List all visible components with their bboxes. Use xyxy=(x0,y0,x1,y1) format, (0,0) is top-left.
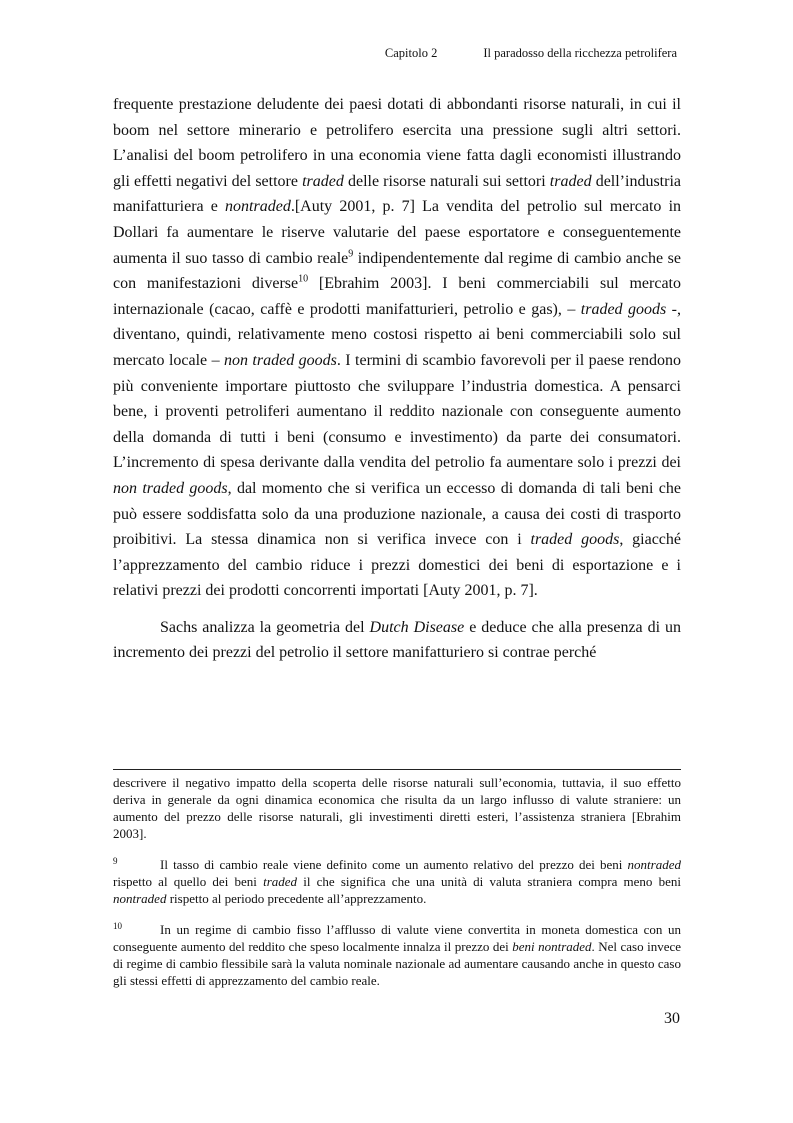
italic-term: Dutch Disease xyxy=(369,618,465,636)
footnote-9: 9 Il tasso di cambio reale viene definito come un aumento relativo del prezzo dei beni nontraded rispetto al quello dei beni traded il che significa che una unità di valuta straniera compra meno beni nontraded rispetto al periodo precedente all’apprezzamento. xyxy=(113,855,681,906)
text-run: [Ebrahim 2003]. I beni commerciabili sul mercato internazionale (cacao, caffè e prodotti manifatturieri, petrolio e gas), – xyxy=(113,275,681,318)
text-run: indipendentemente dal regime di cambio anche se con manifestazioni diverse xyxy=(113,249,681,293)
footnote-separator xyxy=(113,769,681,770)
header-chapter: Capitolo 2 xyxy=(384,46,438,60)
italic-term: beni nontraded xyxy=(512,939,592,954)
italic-term: non traded goods xyxy=(113,479,228,497)
italic-term: nontraded xyxy=(627,857,681,872)
footnote-10-text xyxy=(113,922,681,988)
italic-term: traded goods xyxy=(580,300,667,318)
text-run: frequente prestazione deludente dei paesi dotati di abbondanti risorse naturali, in cui il boom nel settore minerario e petrolifero esercita una pressione sugli altri settori. L’analisi del boom petrolifero in una economia viene fatta dagli economisti illustrando gli effetti negativi del settore xyxy=(113,96,681,190)
footnotes xyxy=(113,774,681,989)
text-run: e deduce che alla presenza di un incremento dei prezzi del petrolio il settore manifatturiero si contrae perché xyxy=(113,618,681,662)
footnote-ref: 10 xyxy=(298,273,309,285)
text-run: , giacché l’apprezzamento del cambio riduce i prezzi domestici dei beni di esportazione e i relativi prezzi dei prodotti concorrenti importati [Auty 2001, p. 7]. xyxy=(113,531,682,600)
footnote-9-text xyxy=(113,857,681,906)
text-run: rispetto al quello dei beni xyxy=(113,874,264,889)
text-run: .[Auty 2001, p. 7] La vendita del petrolio sul mercato in Dollari fa aumentare le riserve valutarie del paese esportatore e conseguentemente aumenta il suo tasso di cambio reale xyxy=(113,198,682,267)
text-run: . Nel caso invece di regime di cambio flessibile sarà la valuta nominale nazionale ad aumentare causando anche in questo caso gli stessi effetti di apprezzamento del cambio reale. xyxy=(113,939,682,988)
text-run: descrivere il negativo impatto della scoperta delle risorse naturali sull’economia, tuttavia, il suo effetto deriva in generale da ogni dinamica economica che risulta da un largo influsso di valute straniere: un aumento del prezzo delle risorse naturali, gli investimenti diretti esteri, l’assistenza straniera [Ebrahim 2003]. xyxy=(113,775,681,841)
text-run: -, diventano, quindi, relativamente meno costosi rispetto ai beni commerciabili solo sul mercato locale – xyxy=(113,300,681,369)
header-title: Il paradosso della ricchezza petrolifera xyxy=(483,46,677,60)
text-run: dell’industria manifatturiera e xyxy=(113,172,681,216)
italic-term: nontraded xyxy=(225,198,291,216)
text-run: . I termini di scambio favorevoli per il paese rendono più conveniente importare piuttosto che sviluppare l’industria domestica. A pensarci bene, i proventi petroliferi aumentano il reddito nazionale con conseguente aumento della domanda di tutti i beni (consumo e investimento) da parte dei consumatori. L’incremento di spesa derivante dalla vendita del petrolio fa aumentare solo i prezzi dei xyxy=(113,351,682,472)
italic-term: traded goods xyxy=(530,531,620,549)
body-text xyxy=(113,92,681,666)
footnote-continuation xyxy=(113,774,681,842)
page-number: 30 xyxy=(664,1010,680,1027)
italic-term: traded xyxy=(302,172,344,190)
italic-term: nontraded xyxy=(113,891,167,906)
running-header xyxy=(113,46,677,61)
text-run: Sachs analizza la geometria del xyxy=(160,618,370,636)
text-run: In un regime di cambio fisso l’afflusso di valute viene convertita in moneta domestica con un conseguente aumento del reddito che speso localmente innalza il prezzo dei xyxy=(113,922,681,954)
italic-term: traded xyxy=(263,874,298,889)
footnote-10: 10 In un regime di cambio fisso l’afflusso di valute viene convertita in moneta domestica con un conseguente aumento del reddito che speso localmente innalza il prezzo dei beni nontraded. Nel caso invece di regime di cambio flessibile sarà la valuta nominale nazionale ad aumentare causando anche in questo caso gli stessi effetti di apprezzamento del cambio reale. xyxy=(113,920,682,988)
footnote-ref: 9 xyxy=(348,248,354,260)
text-run: , dal momento che si verifica un eccesso di domanda di tali beni che può essere soddisfatta solo da una produzione nazionale, a causa dei costi di trasporto proibitivi. La stessa dinamica non si verifica invece con i xyxy=(113,479,682,549)
italic-term: non traded goods xyxy=(224,351,337,369)
body-paragraph-1 xyxy=(113,92,681,604)
body-paragraph-2 xyxy=(113,615,681,666)
text-run: Il tasso di cambio reale viene definito come un aumento relativo del prezzo dei beni xyxy=(160,857,628,872)
italic-term: traded xyxy=(549,172,592,190)
text-run: il che significa che una unità di valuta straniera compra meno beni xyxy=(297,874,681,889)
text-run: delle risorse naturali sui settori xyxy=(343,172,550,190)
text-run: rispetto al periodo precedente all’apprezzamento. xyxy=(166,891,427,906)
